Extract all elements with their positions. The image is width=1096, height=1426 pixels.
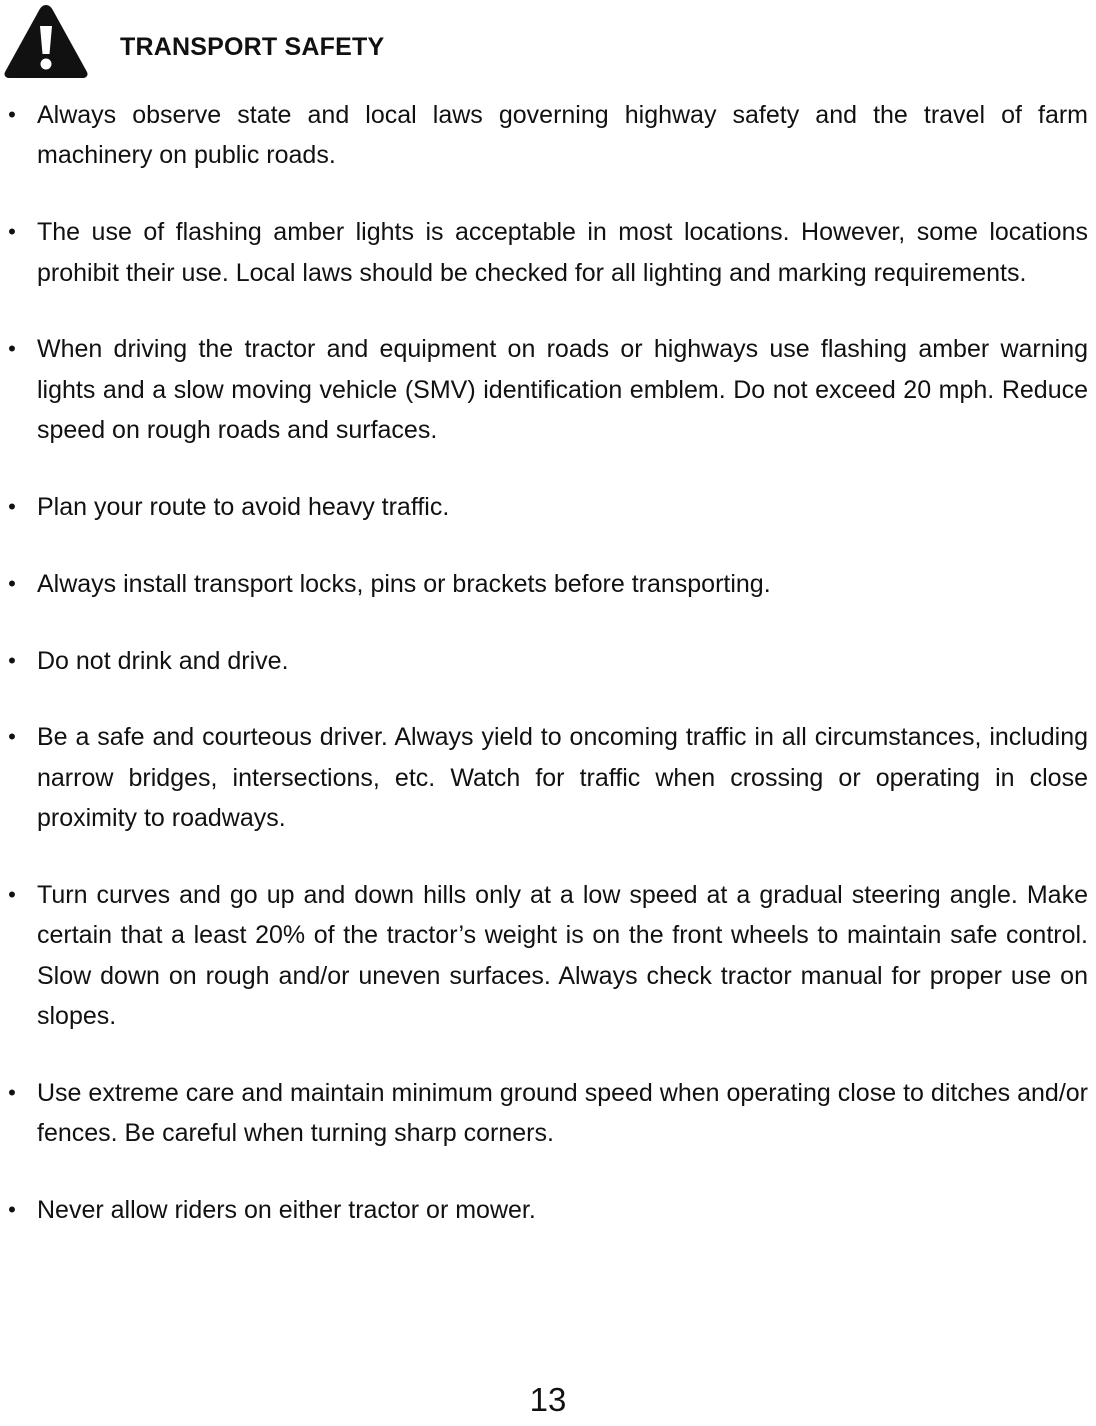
bullet-dot: • bbox=[8, 724, 16, 750]
bullet-item bbox=[0, 95, 1088, 176]
bullet-dot: • bbox=[8, 1080, 16, 1106]
bullet-text: Never allow riders on either tractor or mower. bbox=[37, 1196, 536, 1225]
bullet-dot: • bbox=[8, 882, 16, 908]
bullet-dot: • bbox=[8, 1197, 16, 1223]
bullet-text: The use of flashing amber lights is acceptable in most locations. However, some locations prohibit their use. Local laws should be checked for all lighting and marking requirements. bbox=[37, 218, 1088, 287]
bullet-item bbox=[0, 875, 1088, 1037]
bullet-item bbox=[0, 1190, 1088, 1230]
bullet-text: When driving the tractor and equipment on roads or highways use flashing amber warning lights and a slow moving vehicle (SMV) identification emblem. Do not exceed 20 mph. Reduce speed on rough roads and surfaces. bbox=[37, 335, 1088, 445]
warning-triangle-icon bbox=[2, 2, 90, 80]
bullet-dot: • bbox=[8, 336, 16, 362]
bullet-dot: • bbox=[8, 102, 16, 127]
bullet-item bbox=[0, 487, 1088, 527]
bullet-text: Do not drink and drive. bbox=[37, 646, 289, 675]
bullet-dot: • bbox=[8, 494, 16, 520]
safety-bullet-list bbox=[0, 95, 1096, 1267]
bullet-dot: • bbox=[8, 219, 16, 245]
bullet-item bbox=[0, 717, 1088, 838]
bullet-text: Use extreme care and maintain minimum ground speed when operating close to ditches and/or fences. Be careful when turning sharp corners. bbox=[37, 1079, 1088, 1148]
page-number: 13 bbox=[529, 1381, 567, 1418]
bullet-item bbox=[0, 212, 1088, 293]
bullet-text: Be a safe and courteous driver. Always yield to oncoming traffic in all circumstances, including narrow bridges, intersections, etc. Watch for traffic when crossing or operating in close proximity to roadways. bbox=[37, 723, 1088, 833]
section-title: TRANSPORT SAFETY bbox=[120, 33, 385, 61]
bullet-item bbox=[0, 329, 1088, 450]
bullet-item bbox=[0, 641, 1088, 681]
bullet-dot: • bbox=[8, 647, 16, 673]
bullet-text: Plan your route to avoid heavy traffic. bbox=[37, 493, 450, 522]
bullet-item bbox=[0, 564, 1088, 604]
bullet-item bbox=[0, 1073, 1088, 1154]
bullet-text: Always install transport locks, pins or brackets before transporting. bbox=[37, 569, 771, 598]
bullet-text: Always observe state and local laws governing highway safety and the travel of farm machinery on public roads. bbox=[37, 101, 1088, 170]
bullet-text: Turn curves and go up and down hills only at a low speed at a gradual steering angle. Make certain that a least 20% of the tractor’s weight is on the front wheels to maintain safe control. Slow down on rough and/or uneven surfaces. Always check tractor manual for proper use on slopes. bbox=[37, 881, 1088, 1031]
bullet-dot: • bbox=[8, 570, 16, 596]
section-header bbox=[0, 0, 1096, 82]
